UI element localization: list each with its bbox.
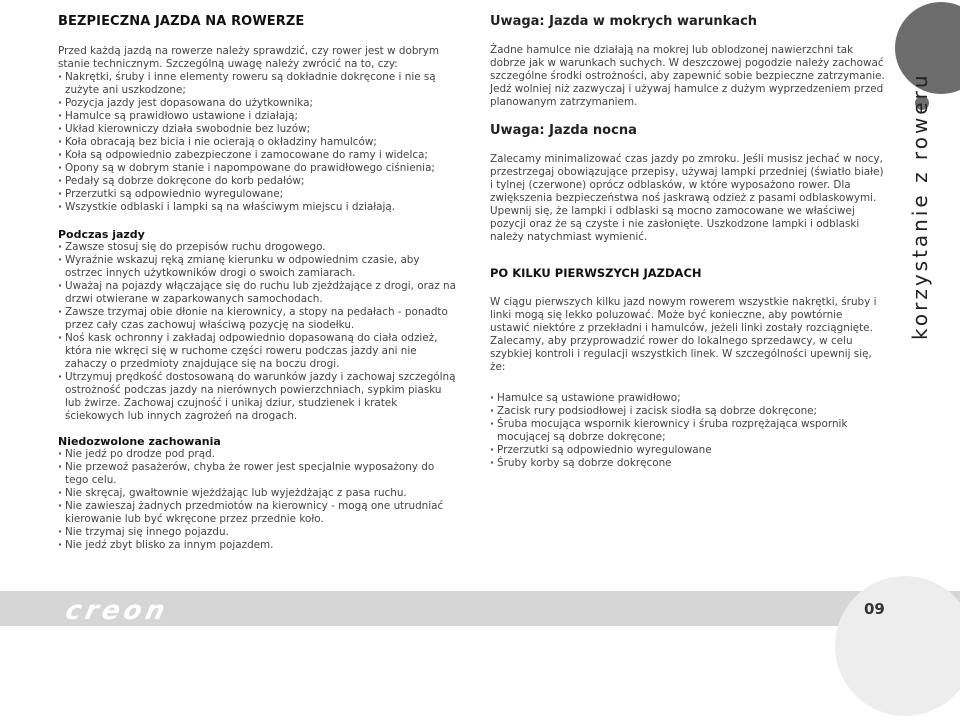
list-item: · Opony są w dobrym stanie i napompowane do prawidłowego ciśnienia; bbox=[58, 162, 458, 175]
list-item: · Utrzymuj prędkość dostosowaną do warunków jazdy i zachowaj szczególną ostrożność podczas jazdy na nierównych powierzchniach, sypkim piasku lub żwirze. Zachowaj czujność i unikaj dziur, studzienek i kratek ściekowych lub innych zagrożeń na drogach. bbox=[58, 371, 458, 423]
list-item: · Nie skręcaj, gwałtownie wjeżdżając lub wyjeżdżając z pasa ruchu. bbox=[58, 487, 458, 500]
section-title: BEZPIECZNA JAZDA NA ROWERZE bbox=[58, 14, 305, 29]
intro-paragraph: Przed każdą jazdą na rowerze należy sprawdzić, czy rower jest w dobrym stanie technicznym. Szczególną uwagę należy zwrócić na to, czy: bbox=[58, 45, 439, 70]
night-paragraph: Zalecamy minimalizować czas jazdy po zmroku. Jeśli musisz jechać w nocy, przestrzegaj obowiązujące przepisy, używaj lampki przedniej (światło białe) i tylnej (czerwone) oprócz odblasków, w które wyposażono rower. Dla zwiększenia bezpieczeństwa noś jaskrawą odzież z pasami odblaskowymi. Upewnij się, że lampki i odblaski są mocno zamocowane we właściwej pozycji oraz że są czyste i nie zasłonięte. Uszkodzone lampki i odblaski należy natychmiast wymienić. bbox=[490, 153, 884, 243]
list-item: · Nie jedź zbyt blisko za innym pojazdem. bbox=[58, 539, 458, 552]
footer-circle bbox=[835, 576, 960, 716]
list-item: · Noś kask ochronny i zakładaj odpowiednio dopasowaną do ciała odzież, która nie wkręci się w ruchome części roweru podczas jazdy ani nie zahaczy o przedmioty znajdujące się na boczu drogi. bbox=[58, 332, 458, 371]
list-item: · Zawsze stosuj się do przepisów ruchu drogowego. bbox=[58, 241, 458, 254]
wet-heading: Uwaga: Jazda w mokrych warunkach bbox=[490, 14, 758, 29]
list-item: · Wyraźnie wskazuj ręką zmianę kierunku w odpowiednim czasie, aby ostrzec innych użytkowników drogi o swoich zamiarach. bbox=[58, 254, 458, 280]
first-rides-paragraph: W ciągu pierwszych kilku jazd nowym rowerem wszystkie nakrętki, śruby i linki mogą się lekko poluzować. Może być konieczne, aby powtórnie ustawić niektóre z przekładni i hamulców, jeżeli linki zostały rozciągnięte. Zalecamy, aby przyprowadzić rower do lokalnego sprzedawcy, w celu szybkiej kontroli i regulacji wszystkich linek. W szczególności upewnij się, że: bbox=[490, 296, 877, 373]
list-item: · Nie przewoź pasażerów, chyba że rower jest specjalnie wyposażony do tego celu. bbox=[58, 461, 458, 487]
night-heading: Uwaga: Jazda nocna bbox=[490, 123, 637, 138]
list-item: · Hamulce są prawidłowo ustawione i działają; bbox=[58, 110, 458, 123]
during-list bbox=[58, 241, 458, 423]
list-item: · Nie zawieszaj żadnych przedmiotów na kierownicy - mogą one utrudniać kierowanie lub być wkręcone przez przednie koło. bbox=[58, 500, 458, 526]
page-number: 09 bbox=[864, 600, 885, 618]
list-item: · Hamulce są ustawione prawidłowo; bbox=[490, 392, 885, 405]
first-rides-list bbox=[490, 392, 885, 470]
list-item: · Nie trzymaj się innego pojazdu. bbox=[58, 526, 458, 539]
subheading-forbidden: Niedozwolone zachowania bbox=[58, 435, 221, 448]
list-item: · Koła są odpowiednio zabezpieczone i zamocowane do ramy i widelca; bbox=[58, 149, 458, 162]
list-item: · Nakrętki, śruby i inne elementy roweru są dokładnie dokręcone i nie są zużyte ani uszkodzone; bbox=[58, 71, 458, 97]
list-item: · Śruba mocująca wspornik kierownicy i śruba rozprężająca wspornik mocującej są dobrze dokręcone; bbox=[490, 418, 885, 444]
brand-logo: creon bbox=[62, 596, 172, 626]
list-item: · Koła obracają bez bicia i nie ocierają o okładziny hamulców; bbox=[58, 136, 458, 149]
list-item: · Zawsze trzymaj obie dłonie na kierownicy, a stopy na pedałach - ponadto przez cały czas zachowuj właściwą pozycję na siodełku. bbox=[58, 306, 458, 332]
list-item: · Przerzutki są odpowiednio wyregulowane; bbox=[58, 188, 458, 201]
list-item: · Nie jedź po drodze pod prąd. bbox=[58, 448, 458, 461]
check-list bbox=[58, 71, 458, 214]
forbidden-list bbox=[58, 448, 458, 552]
list-item: · Zacisk rury podsiodłowej i zacisk siodła są dobrze dokręcone; bbox=[490, 405, 885, 418]
list-item: · Pozycja jazdy jest dopasowana do użytkownika; bbox=[58, 97, 458, 110]
list-item: · Śruby korby są dobrze dokręcone bbox=[490, 457, 885, 470]
subheading-during: Podczas jazdy bbox=[58, 228, 145, 241]
first-rides-heading: PO KILKU PIERWSZYCH JAZDACH bbox=[490, 266, 702, 280]
list-item: · Układ kierowniczy działa swobodnie bez luzów; bbox=[58, 123, 458, 136]
left-column bbox=[58, 0, 458, 552]
list-item: · Wszystkie odblaski i lampki są na właściwym miejscu i działają. bbox=[58, 201, 458, 214]
list-item: · Uważaj na pojazdy włączające się do ruchu lub zjeżdżające z drogi, oraz na drzwi otwierane w zaparkowanych samochodach. bbox=[58, 280, 458, 306]
list-item: · Przerzutki są odpowiednio wyregulowane bbox=[490, 444, 885, 457]
side-section-label: korzystanie z roweru bbox=[908, 72, 932, 340]
wet-paragraph: Żadne hamulce nie działają na mokrej lub oblodzonej nawierzchni tak dobrze jak w warunkach suchych. W deszczowej pogodzie należy zachować szczególne środki ostrożności, aby zapewnić sobie bezpieczne zatrzymanie. Jedź wolniej niż zazwyczaj i używaj hamulce z dużym wyprzedzeniem przed planowanym zatrzymaniem. bbox=[490, 44, 885, 108]
list-item: · Pedały są dobrze dokręcone do korb pedałów; bbox=[58, 175, 458, 188]
right-column bbox=[490, 0, 885, 470]
